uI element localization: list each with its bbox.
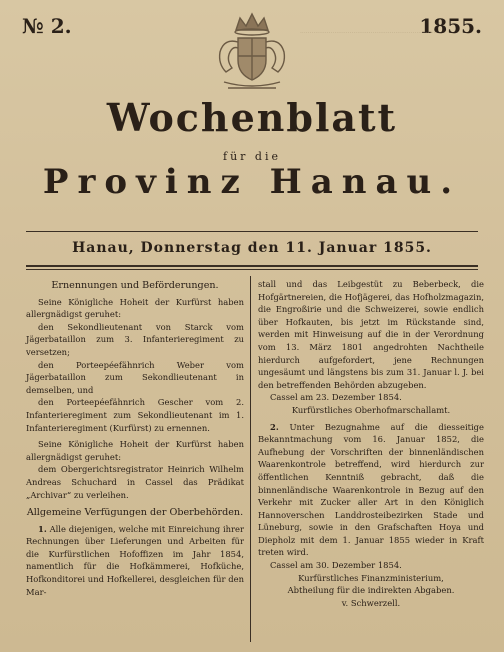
title-connector: für die (223, 150, 281, 163)
newspaper-title: Wochenblatt (106, 95, 398, 140)
paragraph: dem Obergerichtsregistrator Heinrich Wilhelm Andreas Schuchard in Cassel das Prädikat „Archivar“ zu verleihen. (26, 464, 244, 500)
signoff-authority: Abtheilung für die indirekten Abgaben. (287, 585, 455, 596)
section-heading-ordinances: Allgemeine Verfügungen der Oberbehörden. (26, 507, 244, 519)
coat-of-arms-icon (206, 8, 298, 100)
paragraph: stall und das Leibgestüt zu Beberbeck, die Hofgärtnereien, die Hofjägerei, das Hofholzmagazin, die Engroßirie und die Schweizerei, sowie endlich über Hofkauten, bis jetzt im Rückstande sind, werden mit Hinweisung auf die in der Verordnung vom 13. März 1801 angedrohten Nachtheile hierdurch aufgefordert, jene Rechnungen ungesäumt und längstens bis zum 31. Januar l. J. bei den betreffenden Behörden abzugeben. (258, 279, 484, 390)
province-title: Provinz Hanau. (42, 162, 462, 202)
right-column (258, 278, 484, 609)
signoff-name: v. Schwerzell. (341, 597, 401, 608)
item-number: 2. (270, 421, 279, 432)
masthead-rule-bottom-thin (26, 269, 478, 270)
section-heading-appointments: Ernennungen und Beförderungen. (51, 280, 219, 291)
paragraph: den Porteepéefähnrich Weber vom Jägerbataillon zum Sekondlieutenant in demselben, und (26, 359, 244, 395)
signoff-place: Cassel am 30. Dezember 1854. (270, 560, 402, 571)
masthead-rule-top (26, 231, 478, 232)
paragraph: Seine Königliche Hoheit der Kurfürst haben allergnädigst geruhet: (26, 439, 244, 462)
paragraph: Seine Königliche Hoheit der Kurfürst haben allergnädigst geruhet: (26, 296, 244, 320)
masthead-rule-bottom (26, 265, 478, 267)
issue-year: 1855. (419, 14, 482, 38)
numbered-item (258, 421, 484, 560)
numbered-item (26, 523, 244, 599)
paragraph: den Porteepéefähnrich Gescher vom 2. Infanterieregiment zum Sekondlieutenant im 1. Infanterieregiment (Kurfürst) zu ernennen. (26, 397, 244, 433)
dateline: Hanau, Donnerstag den 11. Januar 1855. (72, 240, 432, 256)
item-number: 1. (38, 523, 47, 534)
item-text: Unter Bezugnahme auf die diesseitige Bekanntmachung vom 16. Januar 1852, die Aufhebung der Vorschriften der binnenländischen Waarenkontrole betreffend, wird hierdurch zur öffentlichen Kenntniß gebracht, daß die binnenländische Waarenkontrole in Bezug auf den Verkehr mit Zucker aller Art in den Königlich Hannoverschen Landdrosteibezirken Stade und Lüneburg, sowie in den Grafschaften Hoya und Diepholz mit dem 1. Januar 1855 wieder in Kraft treten wird. (258, 421, 484, 558)
signoff-authority: Kurfürstliches Oberhofmarschallamt. (291, 404, 451, 415)
signoff-place: Cassel am 23. Dezember 1854. (270, 392, 402, 403)
column-divider (250, 276, 251, 642)
bleed-through-text: ········································································ (300, 30, 438, 37)
left-column (26, 278, 244, 598)
item-text: Alle diejenigen, welche mit Einreichung ihrer Rechnungen über Lieferungen und Arbeiten für die Kurfürstlichen Hofoffizen im Jahr 1854, namentlich für die Hofkämmerei, Hofküche, Hofkonditorei und Hofkellerei, desgleichen für den Mar- (26, 523, 244, 597)
signoff-authority: Kurfürstliches Finanzministerium, (298, 572, 444, 583)
issue-number: № 2. (22, 14, 72, 38)
paragraph: den Sekondlieutenant von Starck vom Jägerbataillon zum 3. Infanterieregiment zu versetzen; (26, 321, 244, 357)
